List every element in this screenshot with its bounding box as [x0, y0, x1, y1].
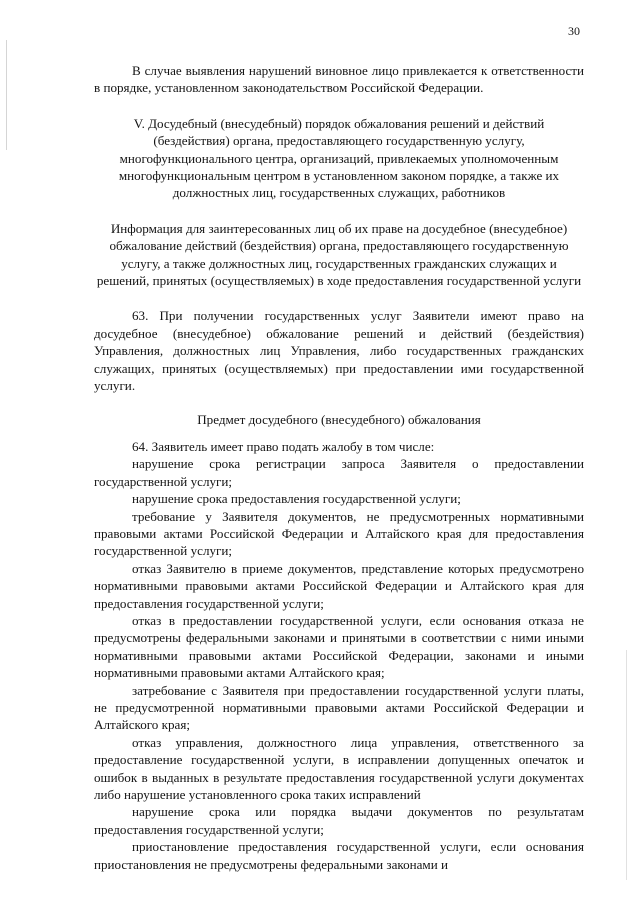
- info-heading: Информация для заинтересованных лиц об их праве на досудебное (внесудебное) обжалование действий (бездействия) органа, предоставляющего государственную услугу, а также должностных лиц, государственных гражданских служащих и решений, принятых (осуществляемых) в ходе предоставления государственной услуги: [96, 220, 582, 289]
- list-item: нарушение срока или порядка выдачи документов по результатам предоставления государственной услуги;: [94, 804, 584, 837]
- document-body: [94, 62, 584, 873]
- section-heading: V. Досудебный (внесудебный) порядок обжалования решений и действий (бездействия) органа, предоставляющего государственную услугу, многофункционального центра, организаций, привлекаемых уполномоченным многофункциональным центром в установленном законом порядке, а также их должностных лиц, государственных служащих, работников: [118, 115, 560, 201]
- list-item: приостановление предоставления государственной услуги, если основания приостановления не предусмотрены федеральными законами и: [94, 839, 584, 872]
- page-number: 30: [568, 24, 580, 38]
- paragraph-liability: В случае выявления нарушений виновное лицо привлекается к ответственности в порядке, установленном законодательством Российской Федерации.: [94, 63, 584, 96]
- list-item: отказ управления, должностного лица управления, ответственного за предоставление государственной услуги, в исправлении допущенных опечаток и ошибок в выданных в результате предоставления государственной услуги документах либо нарушение установленного срока таких исправлений: [94, 734, 584, 803]
- list-item: отказ в предоставлении государственной услуги, если основания отказа не предусмотрены федеральными законами и принятыми в соответствии с ними иными нормативными правовыми актами Российской Федерации, законами и иными нормативными правовыми актами Алтайского края;: [94, 612, 584, 681]
- list-item: требование у Заявителя документов, не предусмотренных нормативными правовыми актами Российской Федерации и Алтайского края для предоставления государственной услуги;: [94, 508, 584, 559]
- list-item: затребование с Заявителя при предоставлении государственной услуги платы, не предусмотренной нормативными правовыми актами Российской Федерации и Алтайского края;: [94, 682, 584, 733]
- list-item: нарушение срока регистрации запроса Заявителя о предоставлении государственной услуги;: [94, 456, 584, 489]
- list-item: отказ Заявителю в приеме документов, представление которых предусмотрено нормативными правовыми актами Российской Федерации и Алтайского края для предоставления государственной услуги;: [94, 560, 584, 611]
- scan-edge-mark: [6, 40, 7, 150]
- paragraph-64: 64. Заявитель имеет право подать жалобу в том числе:: [132, 438, 435, 454]
- scan-edge-mark: [626, 650, 627, 880]
- list-item: нарушение срока предоставления государственной услуги;: [132, 491, 461, 507]
- paragraph-63: 63. При получении государственных услуг Заявители имеют право на досудебное (внесудебное) обжалование решений и действий (бездействия) Управления, должностных лиц Управления, либо государственных гражданских служащих, принятых (осуществляемых) при предоставлении ими государственной услуги.: [94, 308, 584, 394]
- subject-heading: Предмет досудебного (внесудебного) обжалования: [197, 411, 481, 427]
